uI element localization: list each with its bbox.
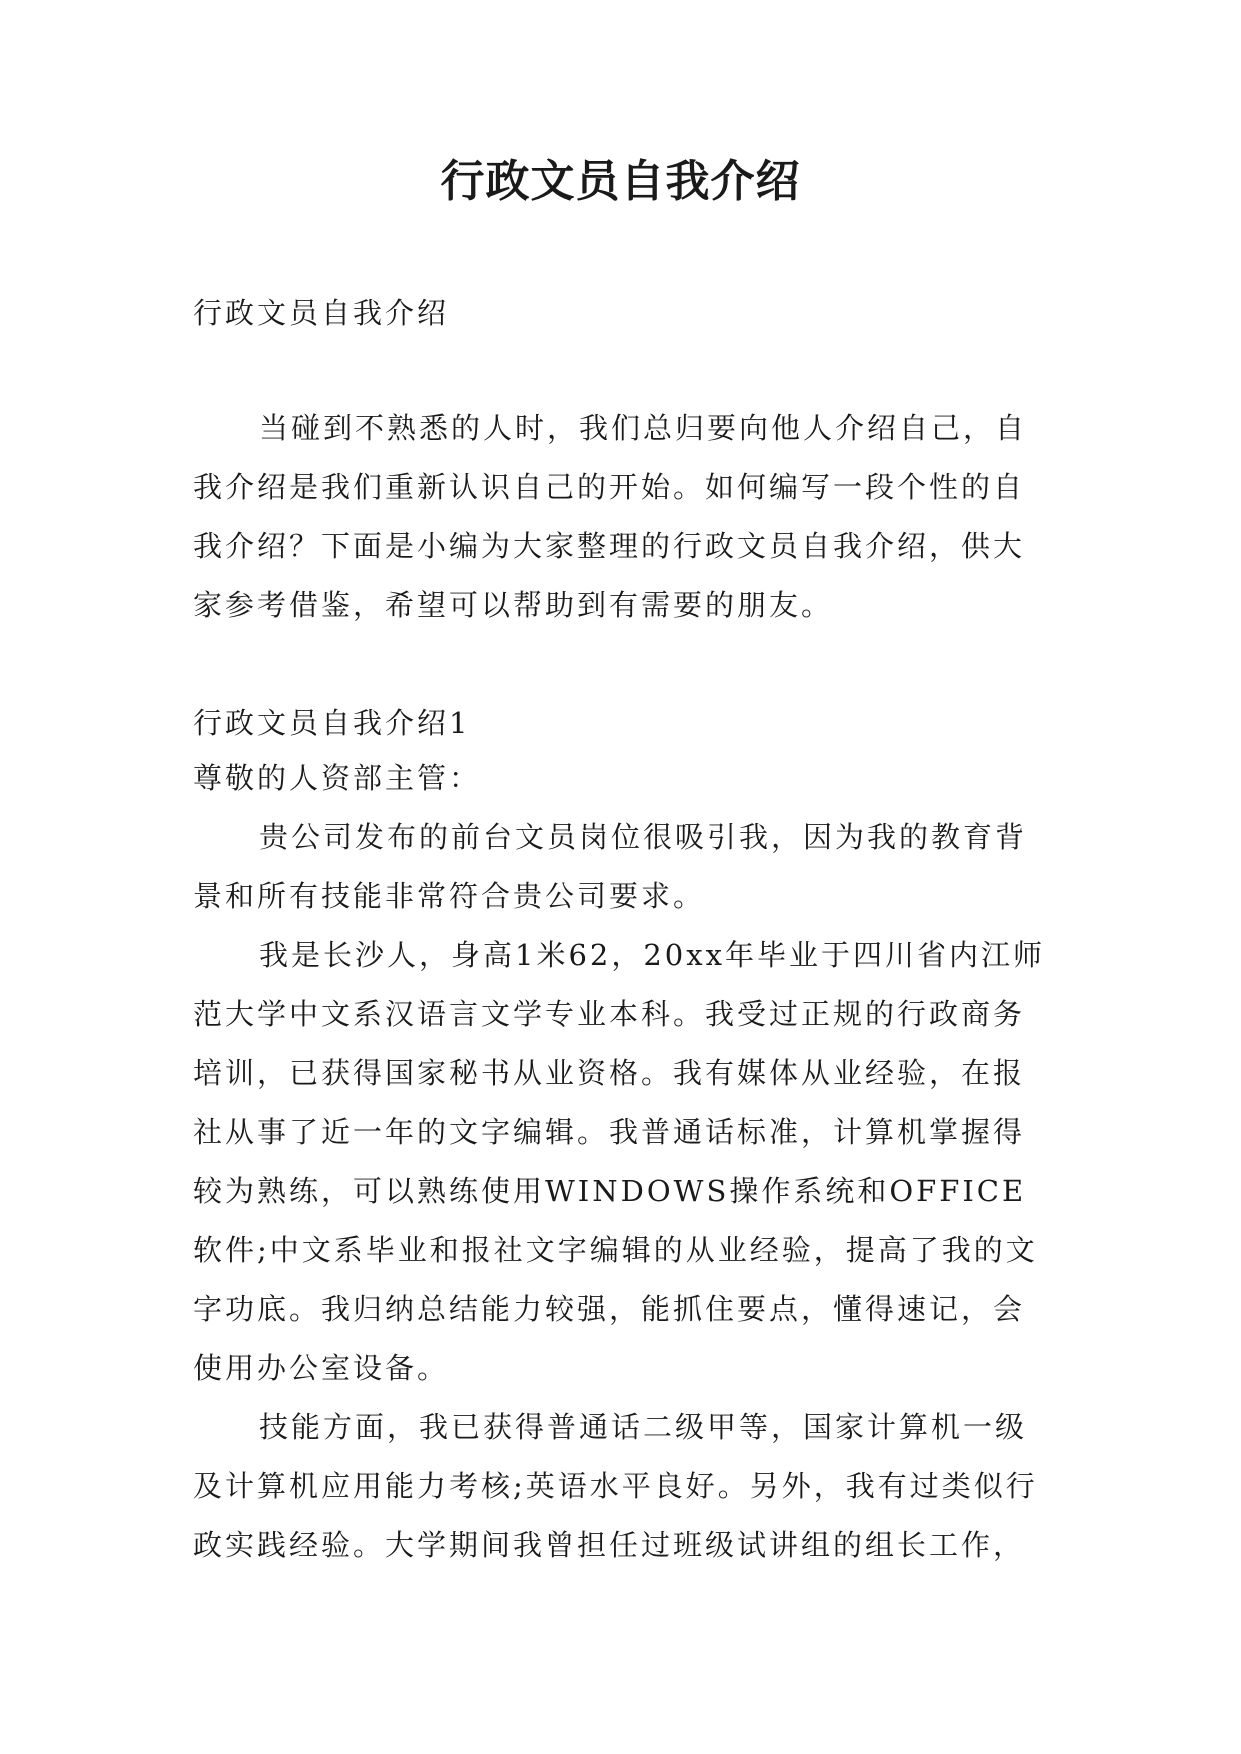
- intro-paragraph: 当碰到不熟悉的人时，我们总归要向他人介绍自己，自我介绍是我们重新认识自己的开始。如何编写一段个性的自我介绍？下面是小编为大家整理的行政文员自我介绍，供大家参考借鉴，希望可以帮助到有需要的朋友。: [193, 411, 1028, 622]
- body-paragraph-2: 我是长沙人，身高1米62，20xx年毕业于四川省内江师范大学中文系汉语言文学专业本科。我受过正规的行政商务培训，已获得国家秘书从业资格。我有媒体从业经验，在报社从事了近一年的文字编辑。我普通话标准，计算机掌握得较为熟练，可以熟练使用WINDOWS操作系统和OFFICE软件;中文系毕业和报社文字编辑的从业经验，提高了我的文字功底。我归纳总结能力较强，能抓住要点，懂得速记，会使用办公室设备。: [193, 938, 1045, 1385]
- salutation: 尊敬的人资部主管：: [193, 761, 482, 795]
- document-title: 行政文员自我介绍: [440, 156, 801, 207]
- body-paragraph-3: 技能方面，我已获得普通话二级甲等，国家计算机一级及计算机应用能力考核;英语水平良好。另外，我有过类似行政实践经验。大学期间我曾担任过班级试讲组的组长工作，: [193, 1410, 1038, 1562]
- section-heading: 行政文员自我介绍1: [193, 706, 471, 740]
- body-paragraph-1: 贵公司发布的前台文员岗位很吸引我，因为我的教育背景和所有技能非常符合贵公司要求。: [193, 820, 1028, 913]
- document-subtitle: 行政文员自我介绍: [193, 296, 450, 330]
